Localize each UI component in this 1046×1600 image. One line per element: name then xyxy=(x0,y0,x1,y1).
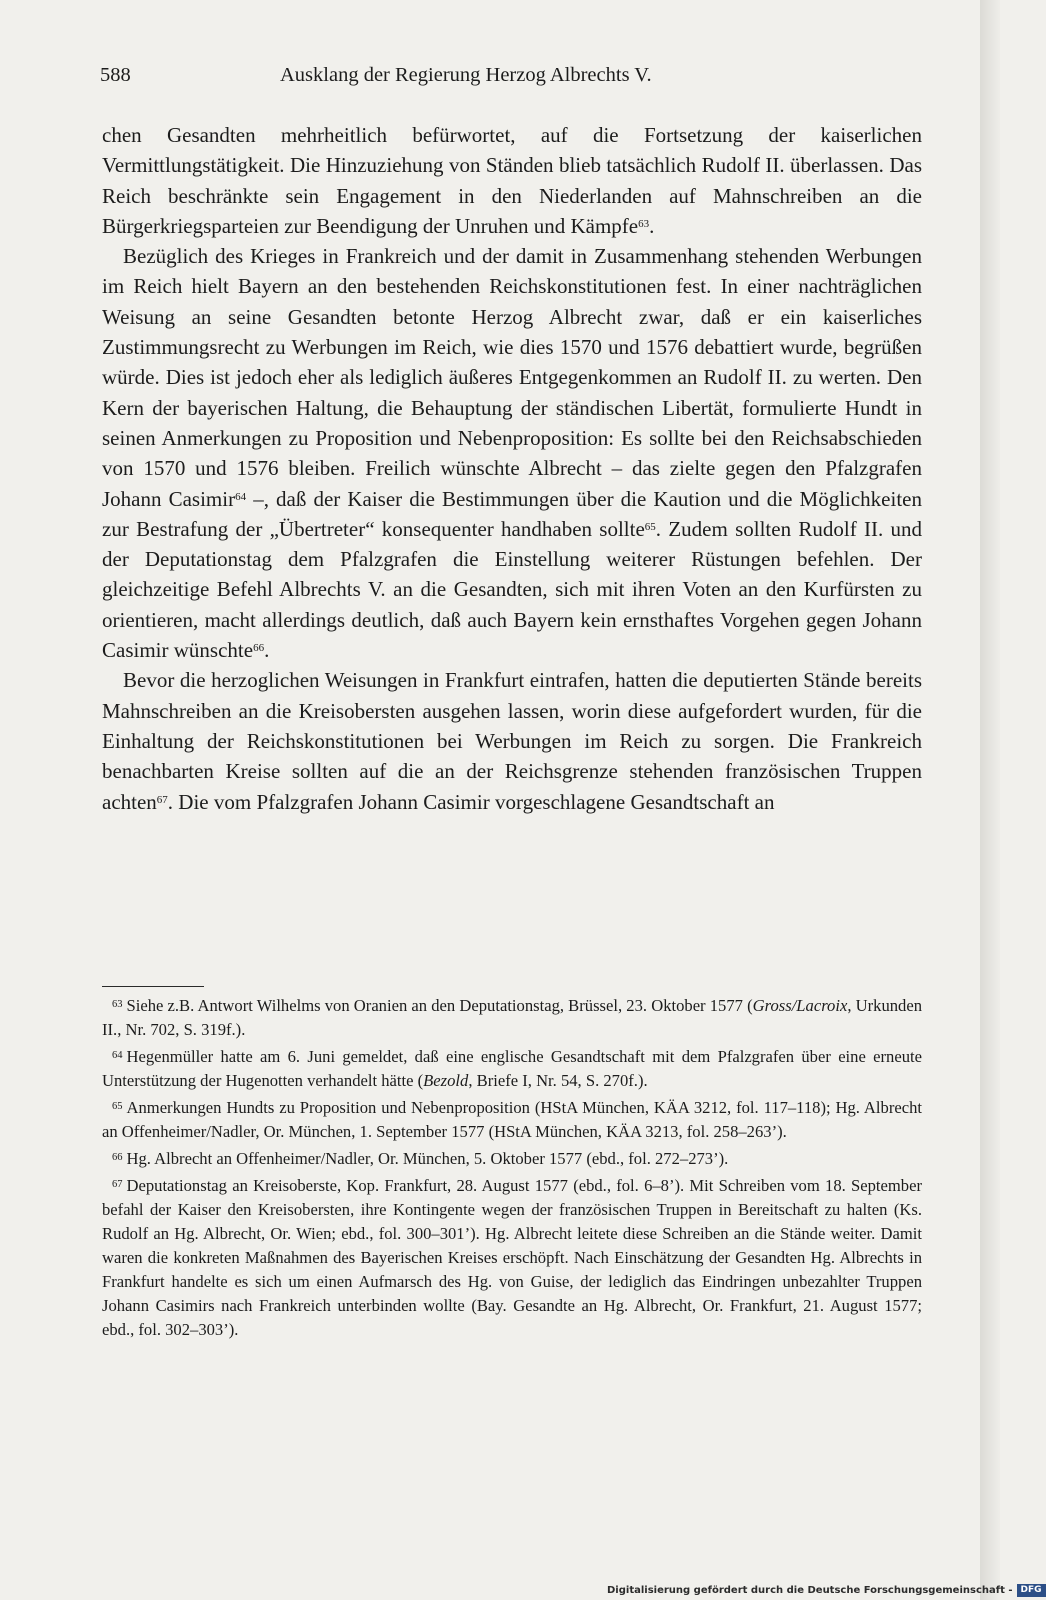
footnote-text: Anmerkungen Hundts zu Proposition und Nebenproposition (HStA München, KÄA 3212, fol. 117–118); Hg. Albrecht an Offenheimer/Nadler, Or. München, 1. September 1577 (HStA München, KÄA 3213, fol. 258–263’). xyxy=(102,1098,922,1141)
footnote-mark: 63 xyxy=(112,999,123,1010)
text-run: . Zudem sollten Rudolf II. und der Deputationstag dem Pfalzgrafen die Einstellung weiterer Rüstungen befehlen. Der gleichzeitige Befehl Albrechts V. an die Gesandten, sich mit ihren Voten an den Kurfürsten zu orientieren, macht allerdings deutlich, daß auch Bayern kein ernsthaftes Vorgehen gegen Johann Casimir wünschte xyxy=(102,516,922,663)
paragraph-1 xyxy=(102,120,922,241)
footnote-text: Siehe z.B. Antwort Wilhelms von Oranien an den Deputationstag, Brüssel, 23. Oktober 1577 ( xyxy=(126,996,753,1015)
scan-edge xyxy=(980,0,1000,1600)
digitization-credit xyxy=(607,1581,1042,1600)
footnote-mark: 64 xyxy=(112,1050,123,1061)
digitization-credit-text: Digitalisierung gefördert durch die Deutsche Forschungsgemeinschaft - xyxy=(607,1585,1013,1596)
paragraph-3 xyxy=(102,665,922,816)
footnote-mark: 65 xyxy=(112,1101,123,1112)
text-run: chen Gesandten mehrheitlich befürwortet, auf die Fortsetzung der kaiserlichen Vermittlungstätigkeit. Die Hinzuziehung von Ständen blieb tatsächlich Rudolf II. überlassen. Das Reich beschränkte sein Engagement in den Niederlanden auf Mahnschreiben an die Bürgerkriegsparteien zur Beendigung der Unruhen und Kämpfe xyxy=(102,123,922,238)
text-run: . xyxy=(264,638,270,663)
footnote-mark: 66 xyxy=(112,1152,123,1163)
footnote-63 xyxy=(102,994,922,1042)
text-run: . xyxy=(649,213,655,238)
text-run: . Die vom Pfalzgrafen Johann Casimir vorgeschlagene Gesandtschaft an xyxy=(167,789,775,814)
footnote-ref-64[interactable]: 64 xyxy=(235,490,247,503)
footnote-text: Hegenmüller hatte am 6. Juni gemeldet, daß eine englische Gesandtschaft mit dem Pfalzgrafen über eine erneute Unterstützung der Hugenotten verhandelt hätte ( xyxy=(102,1047,922,1090)
footnote-65 xyxy=(102,1096,922,1144)
footnote-ref-65[interactable]: 65 xyxy=(644,520,656,533)
footnote-citation: Gross/Lacroix xyxy=(752,996,848,1015)
page-header xyxy=(100,62,920,98)
footnote-text: Hg. Albrecht an Offenheimer/Nadler, Or. München, 5. Oktober 1577 (ebd., fol. 272–273’). xyxy=(126,1149,729,1168)
running-head: Ausklang der Regierung Herzog Albrechts V. xyxy=(280,64,652,86)
paragraph-2 xyxy=(102,241,922,665)
footnotes xyxy=(102,994,922,1345)
text-run: Bezüglich des Krieges in Frankreich und der damit in Zusammenhang stehenden Werbungen im Reich hielt Bayern an den bestehenden Reichskonstitutionen fest. In einer nachträglichen Weisung an seine Gesandten betonte Herzog Albrecht zwar, daß er ein kaiserliches Zustimmungsrecht zu Werbungen im Reich, wie dies 1570 und 1576 debattiert wurde, begrüßen würde. Dies ist jedoch eher als lediglich äußeres Entgegenkommen an Rudolf II. zu werten. Den Kern der bayerischen Haltung, die Behauptung der ständischen Libertät, formulierte Hundt in seinen Anmerkungen zu Proposition und Nebenproposition: Es sollte bei den Reichsabschieden von 1570 und 1576 bleiben. Freilich wünschte Albrecht – das zielte gegen den Pfalzgrafen Johann Casimir xyxy=(102,244,922,511)
footnote-ref-66[interactable]: 66 xyxy=(253,642,265,655)
footnote-ref-63[interactable]: 63 xyxy=(638,217,650,230)
text-run: Bevor die herzoglichen Weisungen in Frankfurt eintrafen, hatten die deputierten Stände bereits Mahnschreiben an die Kreisobersten ausgehen lassen, worin diese aufgefordert wurden, für die Einhaltung der Reichskonstitutionen bei Werbungen im Reich zu sorgen. Die Frankreich benachbarten Kreise sollten auf die an der Reichsgrenze stehenden französischen Truppen achten xyxy=(102,668,922,814)
footnote-66 xyxy=(102,1147,922,1171)
main-text xyxy=(102,120,922,817)
footnote-text: Deputationstag an Kreisoberste, Kop. Frankfurt, 28. August 1577 (ebd., fol. 6–8’). Mit Schreiben vom 18. September befahl der Kaiser den Kreisobersten, ihre Kontingente wegen der französischen Truppen in Bereitschaft zu halten (Ks. Rudolf an Hg. Albrecht, Or. Wien; ebd., fol. 300–301’). Hg. Albrecht leitete diese Schreiben an die Stände weiter. Damit waren die konkreten Maßnahmen des Bayerischen Kreises erschöpft. Nach Einschätzung der Gesandten Hg. Albrechts in Frankfurt handelte es sich um einen Aufmarsch des Hg. von Guise, der lediglich das Eindringen unbezahlter Truppen Johann Casimirs nach Frankreich unterbinden wollte (Bay. Gesandte an Hg. Albrecht, Or. Frankfurt, 21. August 1577; ebd., fol. 302–303’). xyxy=(102,1176,922,1339)
footnote-mark: 67 xyxy=(112,1179,123,1190)
footnote-text: , Briefe I, Nr. 54, S. 270f.). xyxy=(468,1071,648,1090)
footnote-ref-67[interactable]: 67 xyxy=(156,793,168,806)
page-number: 588 xyxy=(100,64,131,86)
footnote-divider xyxy=(102,986,204,987)
dfg-logo: DFG xyxy=(1017,1584,1046,1597)
footnote-64 xyxy=(102,1045,922,1093)
footnote-citation: Bezold xyxy=(423,1071,469,1090)
footnote-67 xyxy=(102,1174,922,1342)
footnote-text: , Urkunden II., Nr. 702, S. 319f.). xyxy=(102,996,922,1039)
text-run: –, daß der Kaiser die Bestimmungen über die Kaution und die Möglichkeiten zur Bestrafung der „Übertreter“ konsequenter handhaben sollte xyxy=(102,486,922,541)
